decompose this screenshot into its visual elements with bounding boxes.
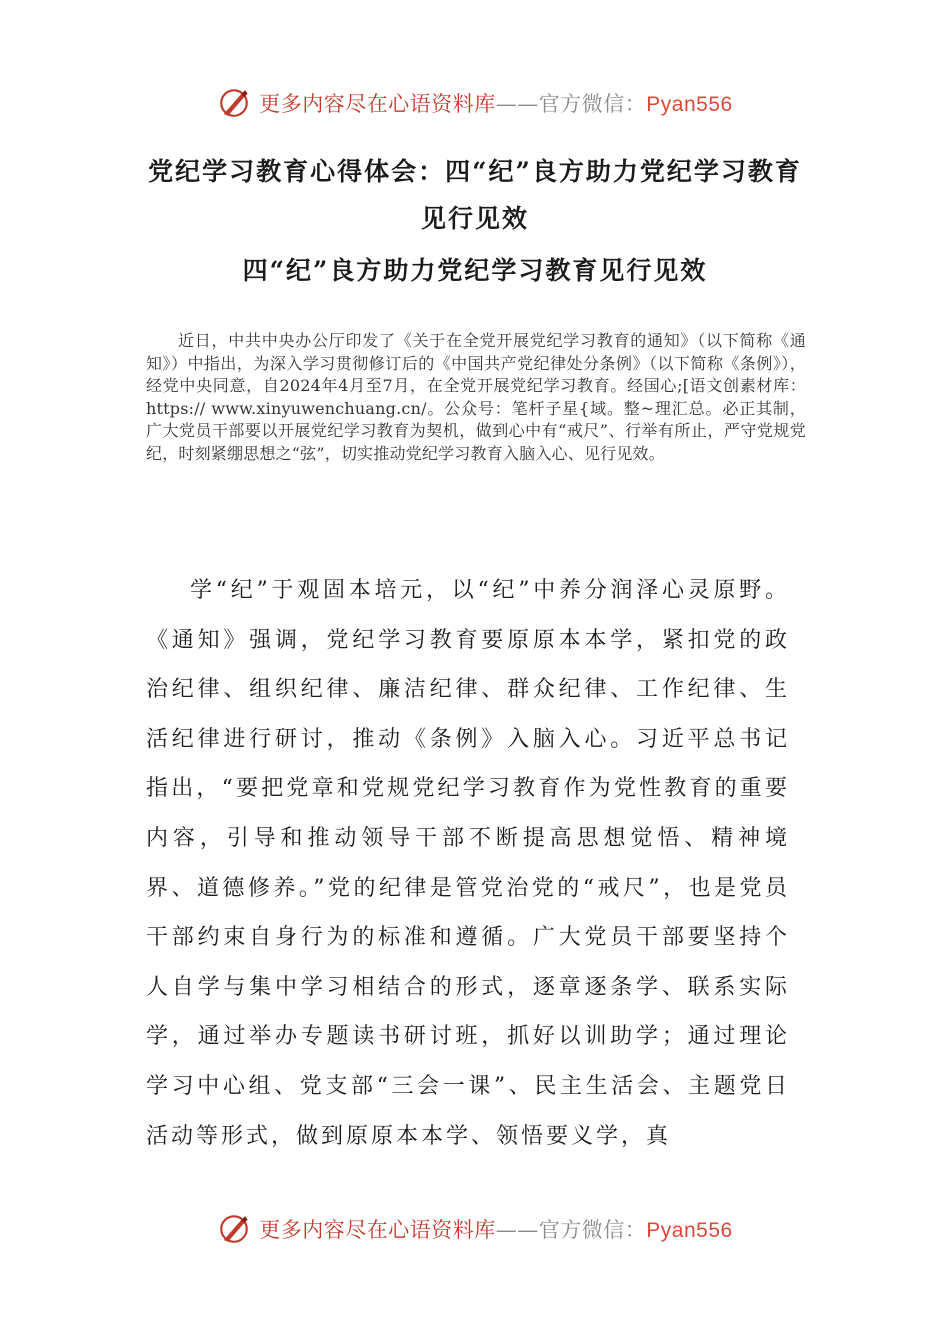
- abstract-paragraph: 近日，中共中央办公厅印发了《关于在全党开展党纪学习教育的通知》（以下简称《通知》）中指出，为深入学习贯彻修订后的《中国共产党纪律处分条例》（以下简称《条例》），经党中央同意，自2024年4月至7月，在全党开展党纪学习教育。经国心;[语文创素材库：https:// www.xinyuwenchuang.cn/。公众号：笔杆子星{域。整~理汇总。必正其制，广大党员干部要以开展党纪学习教育为契机，做到心中有“戒尺”、行举有所止，严守党规党纪，时刻紧绷思想之“弦”，切实推动党纪学习教育入脑入心、见行见效。: [146, 331, 806, 463]
- banner-label: 更多内容尽在心语资料库——官方微信：Pyan556: [259, 1218, 733, 1242]
- title-line-2: 见行见效: [420, 204, 529, 233]
- document-title: [120, 148, 830, 242]
- banner-label: 更多内容尽在心语资料库——官方微信：Pyan556: [259, 92, 733, 116]
- document-subtitle: 四“纪”良方助力党纪学习教育见行见效: [242, 256, 708, 285]
- header-banner: [0, 78, 950, 128]
- title-line-1: 党纪学习教育心得体会：四“纪”良方助力党纪学习教育: [148, 157, 802, 186]
- pen-logo-icon: [217, 86, 251, 120]
- pen-logo-icon: [217, 1212, 251, 1246]
- footer-banner: [0, 1204, 950, 1254]
- body-paragraph: 学“纪”于观固本培元，以“纪”中养分润泽心灵原野。《通知》强调，党纪学习教育要原原本本学，紧扣党的政治纪律、组织纪律、廉洁纪律、群众纪律、工作纪律、生活纪律进行研讨，推动《条例》入脑入心。习近平总书记指出，“要把党章和党规党纪学习教育作为党性教育的重要内容，引导和推动领导干部不断提高思想觉悟、精神境界、道德修养。”党的纪律是管党治党的“戒尺”，也是党员干部约束自身行为的标准和遵循。广大党员干部要坚持个人自学与集中学习相结合的形式，逐章逐条学、联系实际学，通过举办专题读书研讨班，抓好以训助学；通过理论学习中心组、党支部“三会一课”、民主生活会、主题党日活动等形式，做到原原本本学、领悟要义学，真: [146, 578, 790, 1149]
